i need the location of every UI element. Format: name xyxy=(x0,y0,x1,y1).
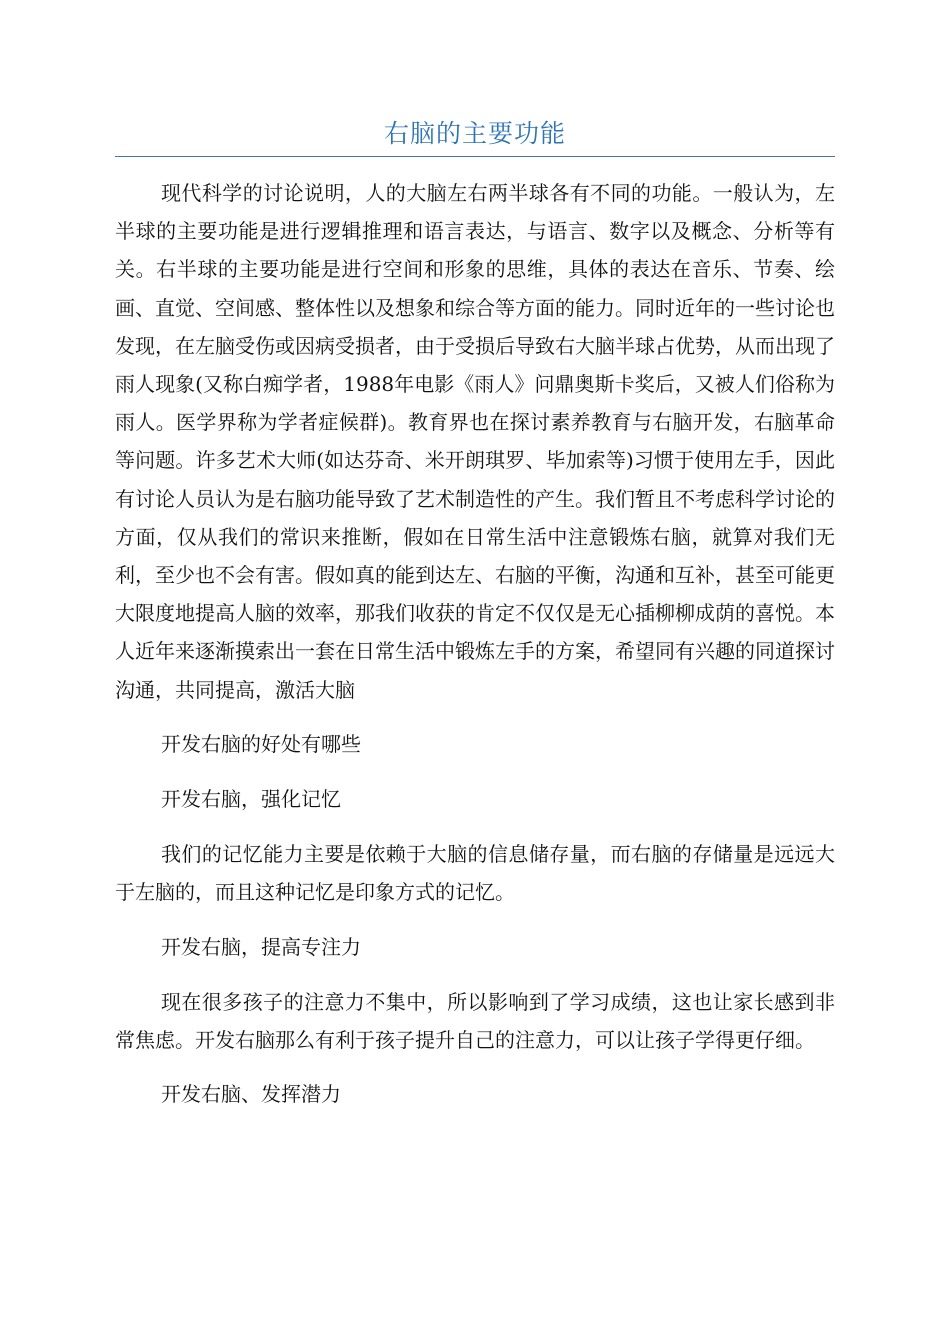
document-body xyxy=(115,174,835,1130)
memory-paragraph: 我们的记忆能力主要是依赖于大脑的信息储存量，而右脑的存储量是远远大于左脑的，而且这种记忆是印象方式的记忆。 xyxy=(115,842,835,905)
section-heading-benefits: 开发右脑的好处有哪些 xyxy=(161,731,361,756)
section-heading-focus: 开发右脑，提高专注力 xyxy=(161,934,361,959)
section-heading-memory: 开发右脑，强化记忆 xyxy=(161,787,341,812)
intro-paragraph: 现代科学的讨论说明，人的大脑左右两半球各有不同的功能。一般认为，左半球的主要功能是进行逻辑推理和语言表达，与语言、数字以及概念、分析等有关。右半球的主要功能是进行空间和形象的思维，具体的表达在音乐、节奏、绘画、直觉、空间感、整体性以及想象和综合等方面的能力。同时近年的一些讨论也发现，在左脑受伤或因病受损者，由于受损后导致右大脑半球占优势，从而出现了雨人现象(又称白痴学者，1988年电影《雨人》问鼎奥斯卡奖后，又被人们俗称为雨人。医学界称为学者症候群)。教育界也在探讨素养教育与右脑开发，右脑革命等问题。许多艺术大师(如达芬奇、米开朗琪罗、毕加索等)习惯于使用左手，因此有讨论人员认为是右脑功能导致了艺术制造性的产生。我们暂且不考虑科学讨论的方面，仅从我们的常识来推断，假如在日常生活中注意锻炼右脑，就算对我们无利，至少也不会有害。假如真的能到达左、右脑的平衡，沟通和互补，甚至可能更大限度地提高人脑的效率，那我们收获的肯定不仅仅是无心插柳柳成荫的喜悦。本人近年来逐渐摸索出一套在日常生活中锻炼左手的方案，希望同有兴趣的同道探讨沟通，共同提高，激活大脑 xyxy=(115,181,835,702)
document-title: 右脑的主要功能 xyxy=(383,119,566,148)
focus-paragraph: 现在很多孩子的注意力不集中，所以影响到了学习成绩，这也让家长感到非常焦虑。开发右脑那么有利于孩子提升自己的注意力，可以让孩子学得更仔细。 xyxy=(115,989,835,1053)
section-heading-potential: 开发右脑、发挥潜力 xyxy=(161,1082,341,1107)
title-block xyxy=(115,112,835,157)
